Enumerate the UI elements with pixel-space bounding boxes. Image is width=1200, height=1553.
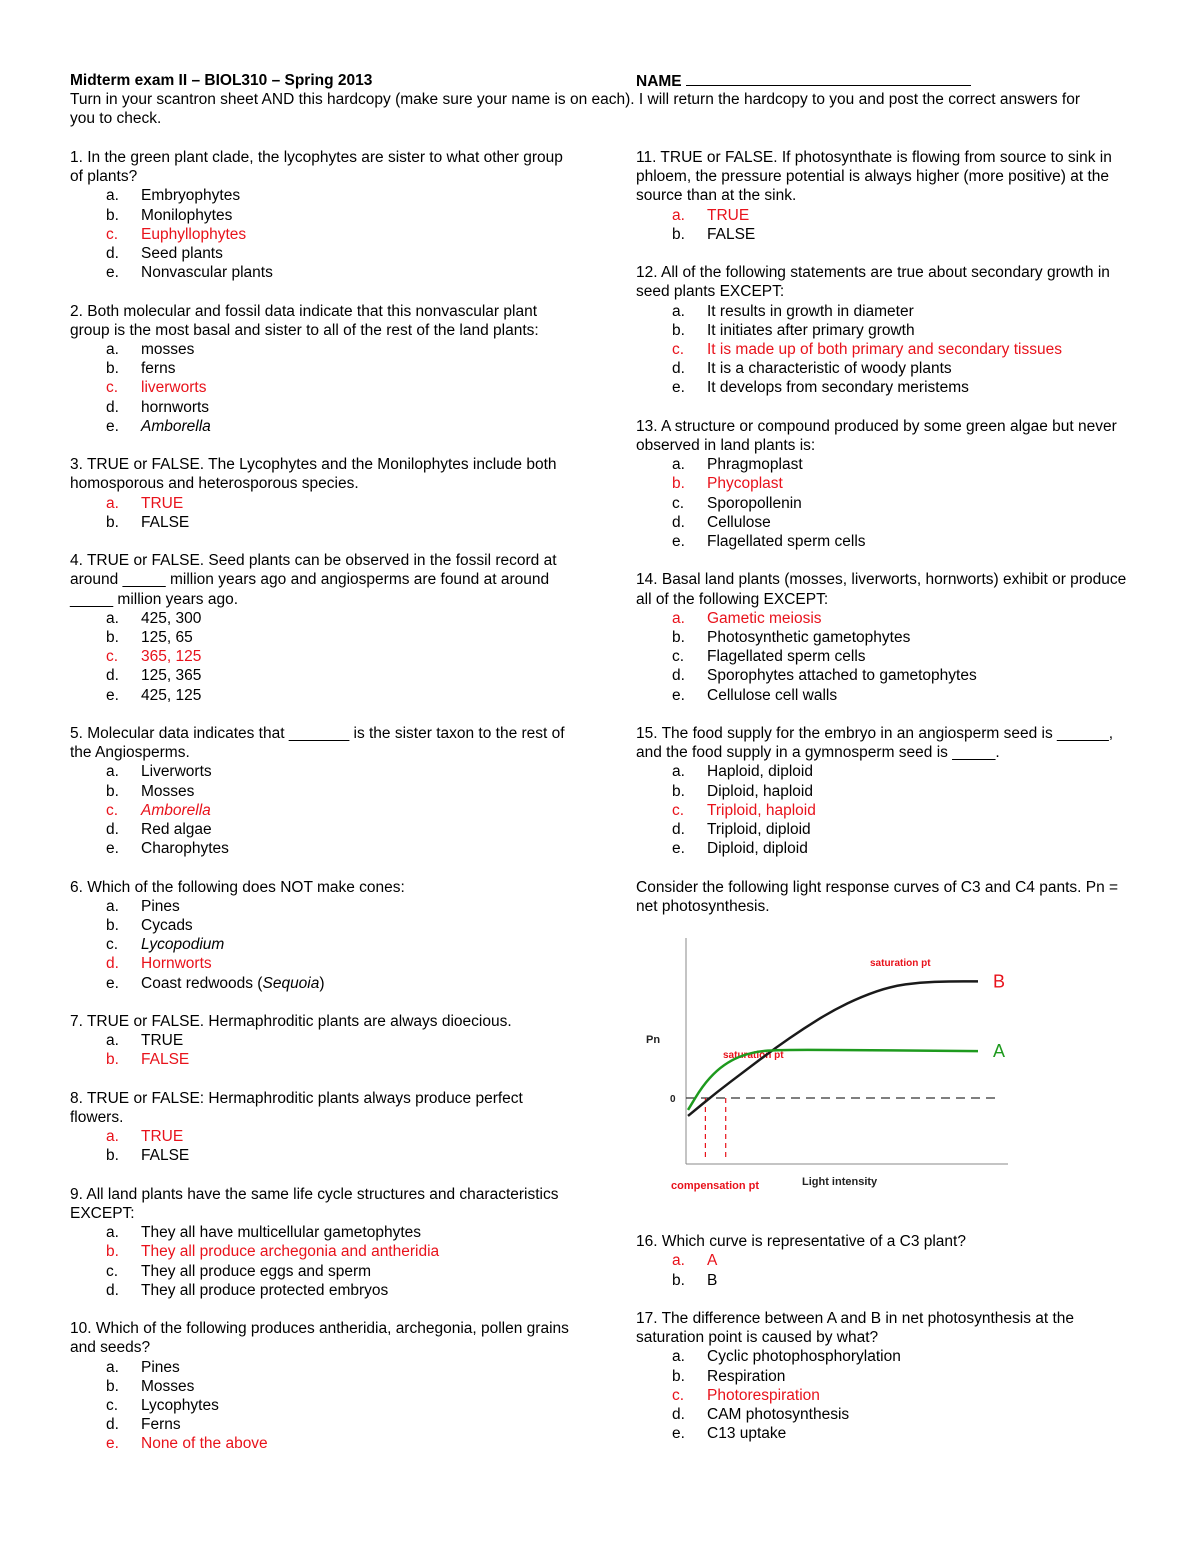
option-text: It is made up of both primary and secondary tissues — [707, 341, 1062, 359]
option-text: Sporophytes attached to gametophytes — [707, 667, 977, 685]
option-text: FALSE — [141, 513, 190, 531]
answer-option — [70, 417, 570, 436]
option-text: TRUE — [707, 206, 750, 224]
option-letter: a. — [106, 1358, 119, 1376]
answer-option — [70, 1262, 570, 1281]
answer-option — [636, 1347, 1136, 1366]
option-list — [70, 609, 570, 705]
option-letter: c. — [106, 379, 119, 397]
option-list — [70, 494, 570, 532]
name-label: NAME — [636, 73, 682, 90]
question-stem: 5. Molecular data indicates that _______ is the sister taxon to the rest of the Angiosperms. — [70, 725, 565, 762]
option-letter: e. — [106, 417, 119, 435]
answer-option — [636, 1367, 1136, 1386]
option-letter: d. — [106, 398, 119, 416]
question-stem: 6. Which of the following does NOT make cones: — [70, 878, 405, 896]
option-text: It initiates after primary growth — [707, 321, 915, 339]
option-letter: c. — [672, 341, 685, 359]
option-letter: d. — [106, 1281, 119, 1299]
answer-option — [70, 359, 570, 378]
option-text: Sporopollenin — [707, 494, 802, 512]
light-response-chart — [636, 928, 1016, 1198]
question-stem: 2. Both molecular and fossil data indicate that this nonvascular plant group is the most basal and sister to all of the rest of the land plants: — [70, 302, 539, 339]
option-list — [636, 609, 1136, 705]
question-stem: 9. All land plants have the same life cycle structures and characteristics EXCEPT: — [70, 1185, 559, 1223]
answer-option — [70, 762, 570, 781]
right-column — [636, 148, 1136, 1463]
exam-title: Midterm exam II – BIOL310 – Spring 2013 — [70, 72, 373, 89]
option-letter: a. — [106, 494, 119, 512]
option-text: None of the above — [141, 1435, 268, 1453]
option-letter: b. — [106, 1243, 119, 1261]
saturation-b-label: saturation pt — [870, 958, 931, 969]
option-letter: a. — [106, 763, 119, 781]
answer-option — [70, 628, 570, 647]
question — [636, 148, 1136, 244]
option-list — [636, 206, 1136, 244]
option-letter: e. — [672, 533, 685, 551]
option-letter: b. — [106, 360, 119, 378]
answer-option — [70, 186, 570, 205]
question — [70, 1185, 570, 1300]
answer-option — [70, 1377, 570, 1396]
answer-option — [636, 839, 1136, 858]
option-list — [636, 1251, 1136, 1289]
option-text: mosses — [141, 341, 195, 359]
option-letter: b. — [672, 782, 685, 800]
question — [636, 1232, 1136, 1290]
option-letter: a. — [672, 1252, 685, 1270]
option-letter: a. — [106, 1128, 119, 1146]
option-letter: d. — [106, 245, 119, 263]
option-text: FALSE — [707, 225, 756, 243]
option-text: Monilophytes — [141, 206, 233, 224]
option-text: 125, 65 — [141, 629, 193, 647]
answer-option-correct — [636, 1251, 1136, 1270]
question — [70, 878, 570, 993]
option-letter: b. — [106, 629, 119, 647]
option-list — [70, 897, 570, 993]
option-text: Photorespiration — [707, 1386, 820, 1404]
answer-option — [636, 666, 1136, 685]
option-text: It results in growth in diameter — [707, 302, 914, 320]
option-text: Mosses — [141, 782, 195, 800]
answer-option — [70, 820, 570, 839]
answer-option — [70, 666, 570, 685]
option-letter: b. — [672, 321, 685, 339]
answer-option — [70, 974, 570, 993]
option-text: Embryophytes — [141, 187, 241, 205]
option-letter: c. — [672, 1386, 685, 1404]
option-letter: a. — [106, 341, 119, 359]
answer-option — [636, 686, 1136, 705]
option-text: Pines — [141, 897, 180, 915]
option-text: 425, 125 — [141, 686, 202, 704]
question-stem: 7. TRUE or FALSE. Hermaphroditic plants are always dioecious. — [70, 1013, 512, 1031]
option-letter: d. — [106, 667, 119, 685]
answer-option-correct — [636, 801, 1136, 820]
answer-option — [70, 398, 570, 417]
option-text: Seed plants — [141, 245, 223, 263]
question — [636, 724, 1136, 858]
question — [70, 1319, 570, 1453]
option-letter: c. — [106, 801, 119, 819]
option-text: Gametic meiosis — [707, 609, 822, 627]
option-text: It develops from secondary meristems — [707, 379, 969, 397]
question-stem: 12. All of the following statements are true about secondary growth in seed plants EXCEPT: — [636, 264, 1110, 301]
option-list — [636, 302, 1136, 398]
option-letter: e. — [672, 1425, 685, 1443]
option-text: 125, 365 — [141, 667, 202, 685]
question — [70, 551, 570, 705]
option-text: Lycophytes — [141, 1397, 219, 1415]
option-letter: a. — [672, 456, 685, 474]
question — [70, 1089, 570, 1166]
option-letter: a. — [106, 187, 119, 205]
option-text: It is a characteristic of woody plants — [707, 360, 952, 378]
option-letter: b. — [106, 513, 119, 531]
option-letter: b. — [106, 1377, 119, 1395]
answer-option — [636, 647, 1136, 666]
option-list — [70, 186, 570, 282]
option-text: Red algae — [141, 821, 212, 839]
option-letter: a. — [672, 763, 685, 781]
option-letter: d. — [106, 821, 119, 839]
option-letter: c. — [672, 494, 685, 512]
question — [636, 570, 1136, 704]
instructions: Turn in your scantron sheet AND this hardcopy (make sure your name is on each). I will return the hardcopy to you and post the correct answers for you to check. — [70, 91, 1080, 128]
option-letter: e. — [672, 840, 685, 858]
chart-intro: Consider the following light response curves of C3 and C4 pants. Pn = net photosynthesis. — [636, 878, 1119, 915]
answer-option — [70, 1281, 570, 1300]
question — [636, 263, 1136, 397]
option-text: 365, 125 — [141, 648, 202, 666]
option-text-after: ) — [319, 974, 325, 992]
option-text: TRUE — [141, 1128, 184, 1146]
option-text: Ferns — [141, 1416, 181, 1434]
answer-option-correct — [70, 378, 570, 397]
option-list — [636, 1347, 1136, 1443]
option-letter: e. — [106, 840, 119, 858]
option-text: They all produce protected embryos — [141, 1281, 389, 1299]
option-text: Coast redwoods ( — [141, 974, 263, 992]
x-axis-label: Light intensity — [802, 1176, 878, 1188]
answer-option — [636, 494, 1136, 513]
answer-option — [636, 1424, 1136, 1443]
option-letter: b. — [672, 1367, 685, 1385]
option-text: Triploid, haploid — [707, 801, 816, 819]
option-text: Liverworts — [141, 763, 212, 781]
option-letter: e. — [106, 686, 119, 704]
answer-option-correct — [636, 206, 1136, 225]
option-letter: e. — [672, 686, 685, 704]
question-stem: 13. A structure or compound produced by some green algae but never observed in land plants is: — [636, 417, 1117, 455]
answer-option — [70, 686, 570, 705]
answer-option-correct — [70, 1127, 570, 1146]
answer-option — [636, 1271, 1136, 1290]
option-list — [70, 1127, 570, 1165]
answer-option — [70, 1396, 570, 1415]
option-letter: a. — [672, 206, 685, 224]
question-stem: 1. In the green plant clade, the lycophytes are sister to what other group of plants? — [70, 149, 563, 186]
answer-option — [70, 1146, 570, 1165]
compensation-label: compensation pt — [671, 1180, 760, 1192]
name-field — [636, 71, 971, 91]
option-text: Respiration — [707, 1367, 786, 1385]
answer-option — [70, 1223, 570, 1242]
answer-option-correct — [70, 801, 570, 820]
option-letter: a. — [672, 609, 685, 627]
answer-option — [70, 916, 570, 935]
answer-option — [70, 340, 570, 359]
option-letter: a. — [672, 302, 685, 320]
option-text: hornworts — [141, 398, 210, 416]
question-stem: 16. Which curve is representative of a C3 plant? — [636, 1233, 966, 1251]
question — [70, 302, 570, 436]
option-text: A — [707, 1252, 718, 1270]
answer-option-correct — [636, 340, 1136, 359]
answer-option — [636, 820, 1136, 839]
option-letter: e. — [672, 379, 685, 397]
option-list — [70, 1031, 570, 1069]
option-letter: e. — [106, 974, 119, 992]
option-letter: a. — [106, 1224, 119, 1242]
answer-option — [70, 782, 570, 801]
series-label-a: A — [993, 1041, 1006, 1062]
option-text: Hornworts — [141, 955, 212, 973]
option-text: Lycopodium — [141, 936, 225, 954]
option-letter: c. — [106, 648, 119, 666]
option-letter: b. — [672, 629, 685, 647]
answer-option-correct — [70, 225, 570, 244]
answer-option — [70, 897, 570, 916]
option-list — [636, 455, 1136, 551]
option-text: Flagellated sperm cells — [707, 648, 866, 666]
option-text: B — [707, 1271, 718, 1289]
answer-option — [636, 378, 1136, 397]
option-text: Flagellated sperm cells — [707, 533, 866, 551]
option-text: liverworts — [141, 379, 207, 397]
question-stem: 11. TRUE or FALSE. If photosynthate is flowing from source to sink in phloem, the pressure potential is always higher (more positive) at the source than at the sink. — [636, 149, 1112, 205]
question-stem: 8. TRUE or FALSE: Hermaphroditic plants always produce perfect flowers. — [70, 1089, 523, 1127]
option-text: Nonvascular plants — [141, 264, 273, 282]
option-letter: c. — [106, 225, 119, 243]
option-text: Amborella — [141, 417, 211, 435]
answer-option — [70, 839, 570, 858]
option-letter: b. — [106, 917, 119, 935]
option-letter: c. — [672, 648, 685, 666]
series-line-b — [688, 981, 978, 1116]
option-letter: c. — [106, 936, 119, 954]
saturation-a-label: saturation pt — [723, 1050, 784, 1061]
answer-option — [636, 513, 1136, 532]
option-letter: b. — [106, 782, 119, 800]
option-text: Haploid, diploid — [707, 763, 813, 781]
question-stem: 14. Basal land plants (mosses, liverworts, hornworts) exhibit or produce all of the following EXCEPT: — [636, 571, 1127, 608]
option-text: Cyclic photophosphorylation — [707, 1348, 901, 1366]
answer-option — [70, 244, 570, 263]
question-stem: 3. TRUE or FALSE. The Lycophytes and the Monilophytes include both homosporous and heterosporous species. — [70, 456, 557, 493]
option-text: Cellulose — [707, 513, 771, 531]
option-text: Phragmoplast — [707, 456, 803, 474]
question — [70, 148, 570, 282]
option-letter: d. — [672, 821, 685, 839]
option-text: FALSE — [141, 1147, 190, 1165]
question-stem: 4. TRUE or FALSE. Seed plants can be observed in the fossil record at around _____ million years ago and angiosperms are found at around _____ million years ago. — [70, 552, 557, 608]
option-letter: a. — [672, 1348, 685, 1366]
option-list — [636, 762, 1136, 858]
option-list — [70, 1223, 570, 1300]
option-text: Photosynthetic gametophytes — [707, 629, 911, 647]
y-axis-label: Pn — [646, 1034, 661, 1046]
answer-option — [70, 609, 570, 628]
option-text: Triploid, diploid — [707, 821, 811, 839]
option-letter: d. — [106, 955, 119, 973]
option-text: Mosses — [141, 1377, 195, 1395]
option-letter: d. — [672, 360, 685, 378]
option-text: CAM photosynthesis — [707, 1406, 850, 1424]
option-letter: b. — [672, 475, 685, 493]
answer-option — [70, 263, 570, 282]
answer-option — [70, 935, 570, 954]
answer-option — [636, 321, 1136, 340]
answer-option — [70, 513, 570, 532]
option-text: Cycads — [141, 917, 193, 935]
option-text: Pines — [141, 1358, 180, 1376]
option-text: Phycoplast — [707, 475, 783, 493]
option-text: Cellulose cell walls — [707, 686, 838, 704]
option-letter: c. — [106, 1397, 119, 1415]
option-text: TRUE — [141, 494, 184, 512]
option-letter: b. — [106, 206, 119, 224]
option-text: TRUE — [141, 1032, 184, 1050]
option-letter: c. — [106, 1262, 119, 1280]
option-letter: d. — [672, 513, 685, 531]
option-text: Charophytes — [141, 840, 229, 858]
question — [70, 724, 570, 858]
option-letter: d. — [672, 667, 685, 685]
answer-option — [636, 225, 1136, 244]
name-underline — [686, 71, 971, 86]
question-stem: 15. The food supply for the embryo in an angiosperm seed is ______, and the food supply in a gymnosperm seed is _____. — [636, 725, 1114, 762]
option-text: They all have multicellular gametophytes — [141, 1224, 421, 1242]
option-letter: d. — [106, 1416, 119, 1434]
option-letter: e. — [106, 264, 119, 282]
series-label-b: B — [993, 971, 1006, 992]
option-text: Diploid, haploid — [707, 782, 813, 800]
answer-option-correct — [70, 1050, 570, 1069]
left-column — [70, 148, 570, 1473]
option-list — [70, 340, 570, 436]
answer-option — [70, 1415, 570, 1434]
option-text-italic: Sequoia — [262, 974, 320, 992]
answer-option-correct — [70, 954, 570, 973]
option-letter: a. — [106, 897, 119, 915]
answer-option — [636, 455, 1136, 474]
option-letter: c. — [672, 801, 685, 819]
option-letter: d. — [672, 1406, 685, 1424]
option-text: They all produce eggs and sperm — [141, 1262, 372, 1280]
answer-option — [636, 762, 1136, 781]
answer-option-correct — [70, 1242, 570, 1261]
answer-option-correct — [70, 494, 570, 513]
option-text: ferns — [141, 360, 176, 378]
answer-option-correct — [636, 1386, 1136, 1405]
option-letter: b. — [672, 225, 685, 243]
option-list — [70, 1358, 570, 1454]
answer-option — [636, 302, 1136, 321]
option-letter: a. — [106, 609, 119, 627]
answer-option — [70, 1031, 570, 1050]
option-letter: e. — [106, 1435, 119, 1453]
answer-option — [636, 628, 1136, 647]
answer-option-correct — [70, 647, 570, 666]
answer-option — [636, 782, 1136, 801]
question — [70, 1012, 570, 1070]
question-stem: 17. The difference between A and B in net photosynthesis at the saturation point is caused by what? — [636, 1310, 1075, 1347]
question — [636, 1309, 1136, 1443]
question-stem: 10. Which of the following produces antheridia, archegonia, pollen grains and seeds? — [70, 1320, 569, 1357]
option-text: 425, 300 — [141, 609, 202, 627]
option-letter: a. — [106, 1032, 119, 1050]
answer-option-correct — [636, 609, 1136, 628]
option-text: Diploid, diploid — [707, 840, 808, 858]
option-letter: b. — [106, 1051, 119, 1069]
answer-option — [636, 532, 1136, 551]
question — [70, 455, 570, 532]
option-letter: b. — [672, 1271, 685, 1289]
question — [636, 417, 1136, 551]
answer-option — [636, 359, 1136, 378]
answer-option — [70, 206, 570, 225]
option-text: They all produce archegonia and antheridia — [141, 1243, 440, 1261]
option-letter: b. — [106, 1147, 119, 1165]
answer-option — [70, 1358, 570, 1377]
option-text: C13 uptake — [707, 1425, 787, 1443]
option-text: Amborella — [141, 801, 211, 819]
option-list — [70, 762, 570, 858]
answer-option — [636, 1405, 1136, 1424]
zero-label: 0 — [670, 1094, 676, 1105]
option-text: FALSE — [141, 1051, 190, 1069]
option-text: Euphyllophytes — [141, 225, 247, 243]
answer-option-correct — [636, 474, 1136, 493]
answer-option-correct — [70, 1434, 570, 1453]
